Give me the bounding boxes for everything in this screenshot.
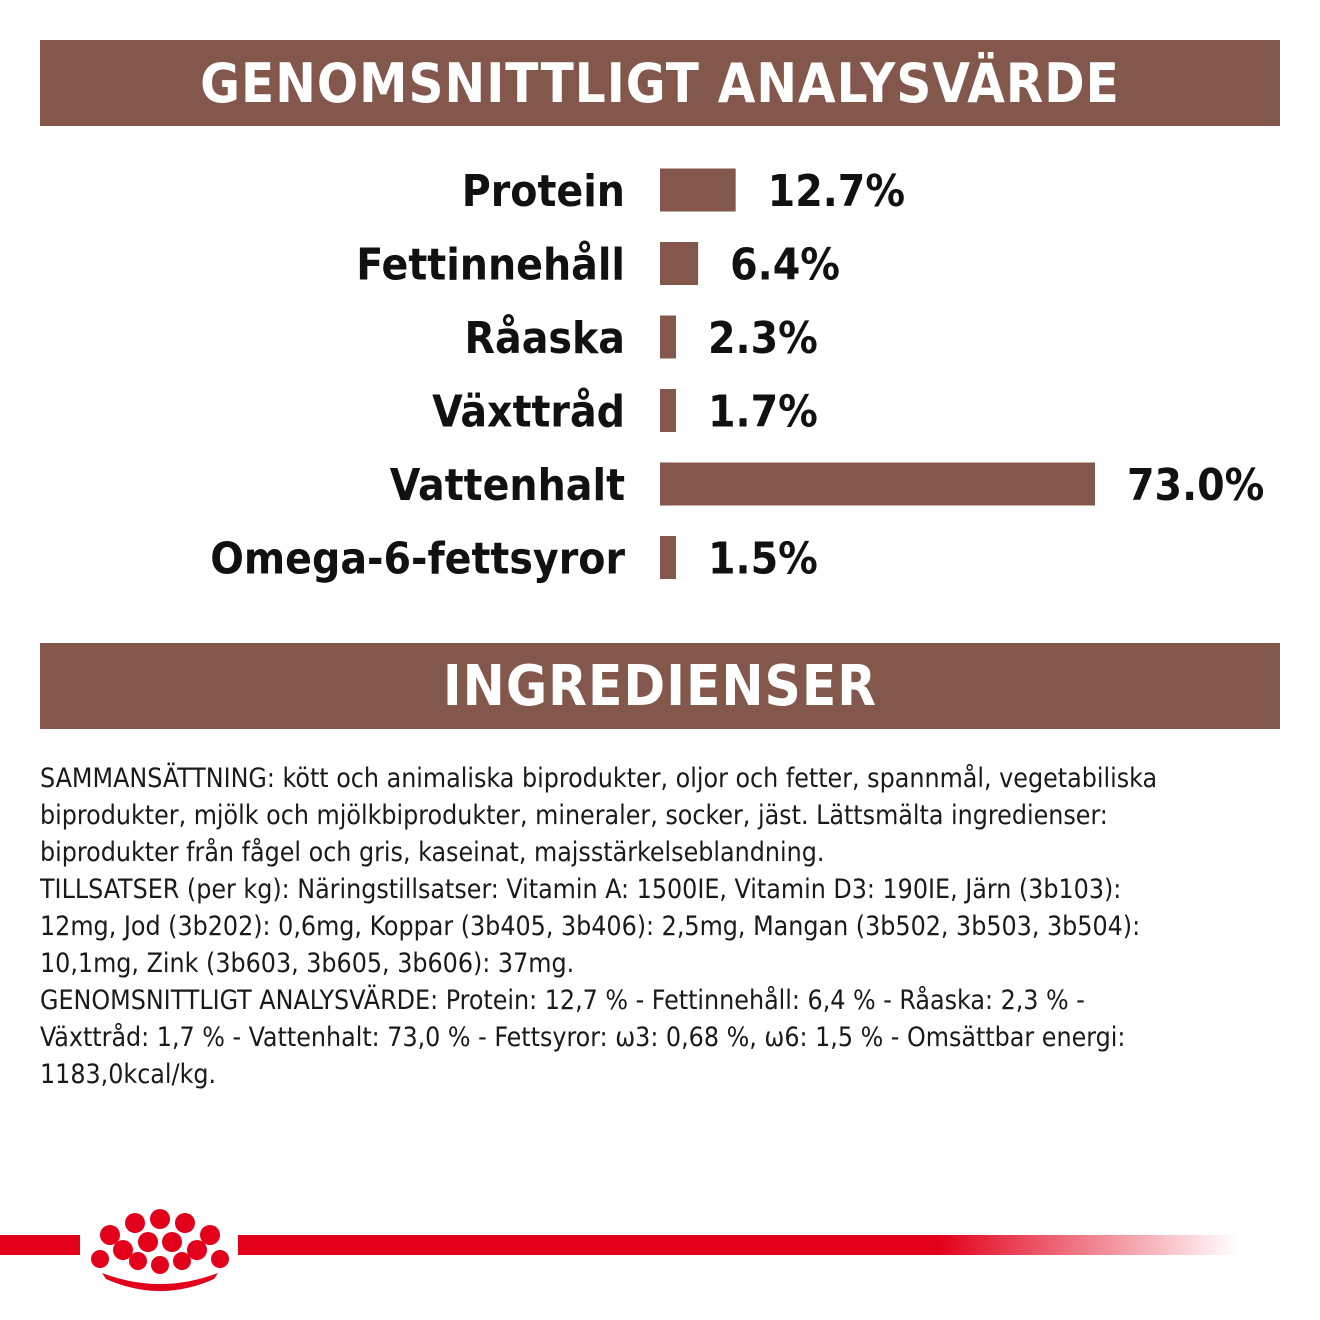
red-stripe-left: [0, 1235, 80, 1255]
ingredients-banner: [40, 643, 1280, 729]
category-label: Växttråd: [432, 386, 625, 438]
crown-icon: [91, 1209, 229, 1291]
ingredients-line: 10,1mg, Zink (3b603, 3b605, 3b606): 37mg.: [40, 948, 575, 979]
bar: [660, 316, 676, 359]
ingredients-line: 1183,0kcal/kg.: [40, 1059, 217, 1090]
brand-footer: [0, 1200, 1320, 1300]
value-label: 6.4%: [730, 239, 840, 291]
analysis-title: GENOMSNITTLIGT ANALYSVÄRDE: [200, 51, 1120, 115]
value-label: 73.0%: [1127, 460, 1265, 511]
ingredients-line: Växttråd: 1,7 % - Vattenhalt: 73,0 % - Fettsyror: ω3: 0,68 %, ω6: 1,5 % - Omsättbar energi:: [40, 1022, 1126, 1053]
category-label: Omega-6-fettsyror: [210, 533, 625, 585]
ingredients-line: biprodukter från fågel och gris, kaseinat, majsstärkelseblandning.: [40, 837, 825, 868]
bar: [660, 389, 676, 432]
category-label: Fettinnehåll: [356, 239, 625, 291]
bar: [660, 242, 698, 285]
value-label: 12.7%: [767, 166, 906, 217]
bar: [660, 463, 1095, 506]
bar: [660, 169, 736, 212]
ingredients-line: SAMMANSÄTTNING: kött och animaliska biprodukter, oljor och fetter, spannmål, vegetabiliska: [40, 763, 1158, 794]
value-label: 1.5%: [708, 533, 818, 585]
red-stripe-right: [238, 1235, 1238, 1255]
ingredients-line: GENOMSNITTLIGT ANALYSVÄRDE: Protein: 12,7 % - Fettinnehåll: 6,4 % - Råaska: 2,3 % -: [40, 985, 1085, 1016]
bar: [660, 536, 676, 579]
nutrition-bar-chart: [0, 150, 1320, 600]
ingredients-line: 12mg, Jod (3b202): 0,6mg, Koppar (3b405, 3b406): 2,5mg, Mangan (3b502, 3b503, 3b504):: [40, 911, 1141, 942]
category-label: Vattenhalt: [389, 460, 625, 511]
category-label: Protein: [461, 166, 625, 217]
ingredients-line: TILLSATSER (per kg): Näringstillsatser: Vitamin A: 1500IE, Vitamin D3: 190IE, Järn (3b103):: [40, 874, 1122, 905]
ingredients-title: INGREDIENSER: [442, 653, 878, 719]
category-label: Råaska: [464, 313, 625, 364]
analysis-banner: [40, 40, 1280, 126]
value-label: 2.3%: [708, 313, 818, 364]
value-label: 1.7%: [708, 386, 818, 438]
ingredients-line: biprodukter, mjölk och mjölkbiprodukter, mineraler, socker, jäst. Lättsmälta ingredienser:: [40, 800, 1108, 831]
ingredients-text: [40, 760, 1290, 1093]
